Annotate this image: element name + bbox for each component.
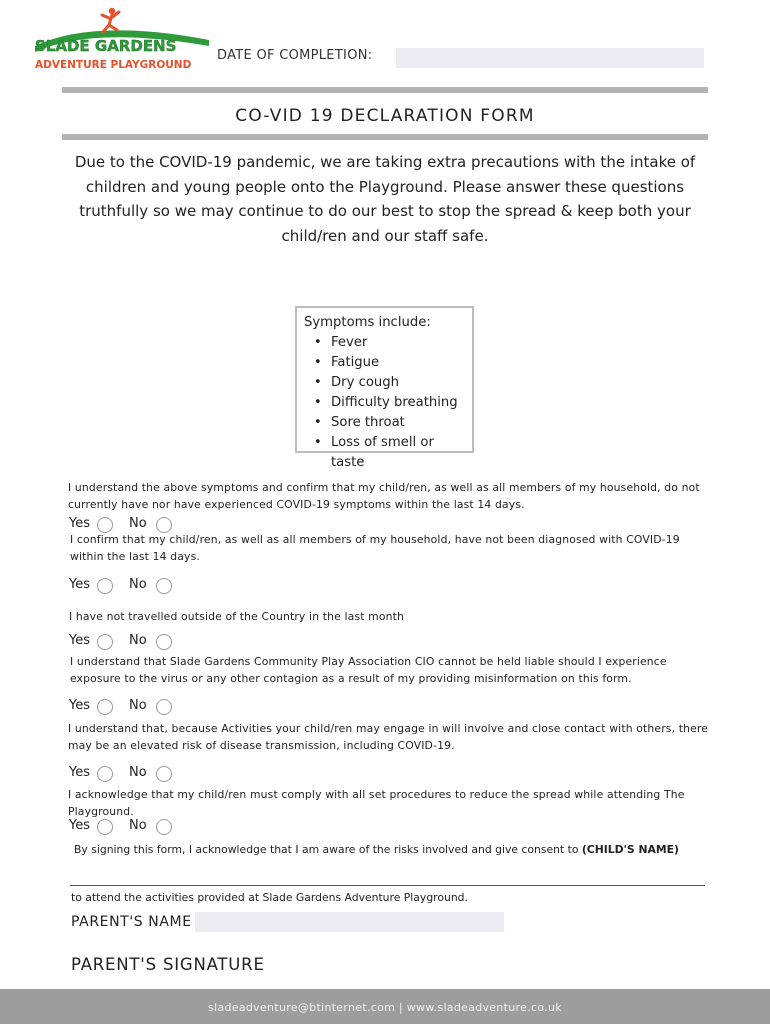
footer-contact: sladeadventure@btinternet.com | www.sladeadventure.co.uk	[0, 989, 770, 1024]
attend-statement: to attend the activities provided at Slade Gardens Adventure Playground.	[71, 891, 468, 904]
question-4-text: I understand that Slade Gardens Community Play Association CIO cannot be held liable should I experience exposure to the virus or any other contagion as a result of my providing misinformation on this form.	[70, 655, 667, 685]
question-2-no-radio[interactable]	[156, 578, 172, 594]
date-of-completion-field[interactable]	[396, 48, 704, 68]
consent-text: By signing this form, I acknowledge that I am aware of the risks involved and give consent to	[74, 843, 579, 856]
yes-label: Yes	[69, 516, 90, 531]
symptom-item: • Fever	[304, 333, 465, 353]
title-rule-bottom	[62, 134, 708, 140]
intro-paragraph: Due to the COVID-19 pandemic, we are taking extra precautions with the intake of children and young people onto the Playground. Please answer these questions truthfully so we may continue to do our best to stop the spread & keep both your child/ren and our staff safe.	[74, 153, 696, 245]
question-1-text: I understand the above symptoms and confirm that my child/ren, as well as all members of my household, do not currently have nor have experienced COVID-19 symptoms within the last 14 days.	[68, 481, 700, 511]
question-2-yes-radio[interactable]	[97, 578, 113, 594]
question-1-no-radio[interactable]	[156, 517, 172, 533]
title-rule-top	[62, 87, 708, 93]
logo-line2: ADVENTURE PLAYGROUND	[35, 59, 192, 71]
yes-label: Yes	[69, 818, 90, 833]
question-6-yes-radio[interactable]	[97, 819, 113, 835]
question-6-no-radio[interactable]	[156, 819, 172, 835]
symptom-item: • Difficulty breathing	[304, 393, 465, 413]
symptom-item: • Sore throat	[304, 413, 465, 433]
childs-name-label: (CHILD'S NAME)	[581, 843, 679, 856]
symptom-item: • Dry cough	[304, 373, 465, 393]
question-2-text: I confirm that my child/ren, as well as all members of my household, have not been diagnosed with COVID-19 within the last 14 days.	[70, 533, 680, 563]
parent-name-field[interactable]	[195, 912, 504, 932]
childs-name-line[interactable]	[70, 876, 705, 886]
question-4-no-radio[interactable]	[156, 699, 172, 715]
yes-label: Yes	[69, 633, 90, 648]
question-3-text: I have not travelled outside of the Country in the last month	[69, 610, 404, 623]
logo-line1: SLADE GARDENS	[35, 37, 177, 55]
parent-name-label: PARENT'S NAME	[71, 914, 192, 930]
no-label: No	[129, 633, 147, 648]
question-1-yes-radio[interactable]	[97, 517, 113, 533]
question-4-yes-radio[interactable]	[97, 699, 113, 715]
no-label: No	[129, 577, 147, 592]
question-3-yes-radio[interactable]	[97, 634, 113, 650]
symptom-item: • Fatigue	[304, 353, 465, 373]
yes-label: Yes	[69, 765, 90, 780]
symptoms-heading: Symptoms include:	[304, 315, 431, 330]
question-5-text: I understand that, because Activities your child/ren may engage in will involve and close contact with others, there may be an elevated risk of disease transmission, including COVID-19.	[68, 722, 709, 752]
slade-gardens-logo	[33, 6, 211, 72]
parent-signature-label: PARENT'S SIGNATURE	[71, 955, 265, 974]
consent-statement	[74, 843, 679, 856]
question-3-no-radio[interactable]	[156, 634, 172, 650]
no-label: No	[129, 818, 147, 833]
logo-jumping-figure	[102, 8, 119, 32]
question-5-yes-radio[interactable]	[97, 766, 113, 782]
question-5-no-radio[interactable]	[156, 766, 172, 782]
symptoms-list	[304, 333, 465, 473]
no-label: No	[129, 516, 147, 531]
yes-label: Yes	[69, 577, 90, 592]
symptoms-box	[295, 306, 474, 470]
yes-label: Yes	[69, 698, 90, 713]
symptom-item: • Loss of smell or taste	[304, 433, 465, 473]
question-6-text: I acknowledge that my child/ren must comply with all set procedures to reduce the spread while attending The Playground.	[68, 788, 685, 818]
no-label: No	[129, 698, 147, 713]
logo-graphic	[33, 6, 211, 72]
form-title: CO-VID 19 DECLARATION FORM	[235, 106, 535, 126]
no-label: No	[129, 765, 147, 780]
date-of-completion-label: DATE OF COMPLETION:	[217, 48, 373, 63]
